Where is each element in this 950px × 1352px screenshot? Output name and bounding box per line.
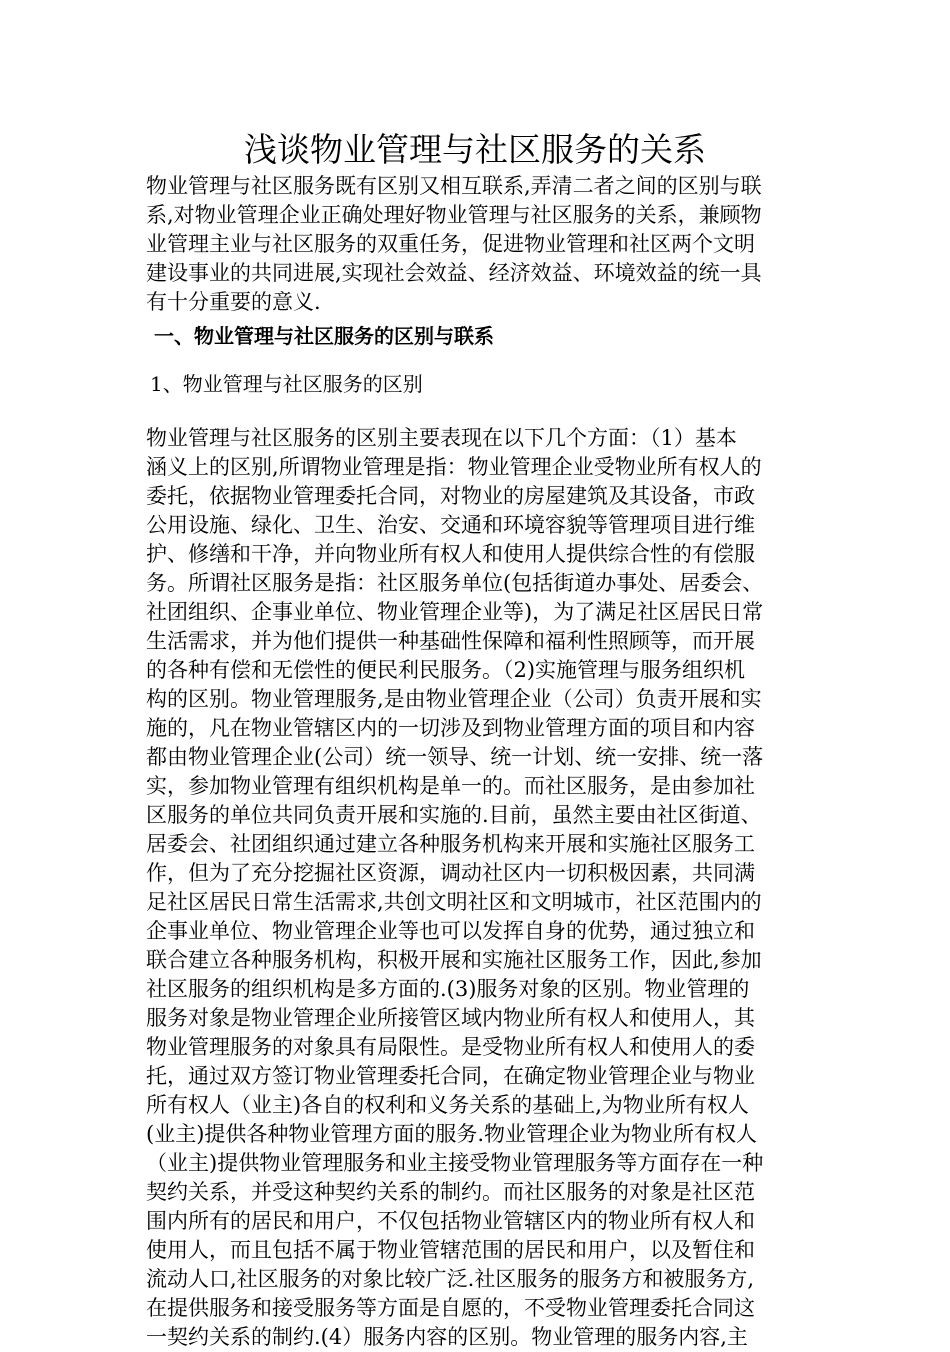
text-line: 区服务的单位共同负责开展和实施的.目前，虽然主要由社区街道、	[146, 803, 762, 827]
text-line: 实，参加物业管理有组织机构是单一的。而社区服务，是由参加社	[146, 774, 755, 798]
text-line: 公用设施、绿化、卫生、治安、交通和环境容貌等管理项目进行维	[146, 513, 755, 537]
text-line: （业主)提供物业管理服务和业主接受物业管理服务等方面存在一种	[146, 1151, 764, 1175]
text-line: 契约关系，并受这种契约关系的制约。而社区服务的对象是社区范	[146, 1180, 755, 1204]
text-line: 服务对象是物业管理企业所接管区域内物业所有权人和使用人，其	[146, 1006, 755, 1030]
intro-paragraph	[146, 172, 826, 317]
body-paragraph	[146, 424, 826, 1352]
text-line: 物业管理与社区服务的区别主要表现在以下几个方面：（1）基本	[146, 426, 737, 450]
text-line: 物业管理与社区服务既有区别又相互联系,弄清二者之间的区别与联	[146, 174, 762, 198]
text-line: 所有权人（业主)各自的权利和义务关系的基础上,为物业所有权人	[146, 1093, 749, 1117]
text-line: 流动人口,社区服务的对象比较广泛.社区服务的服务方和被服务方,	[146, 1267, 755, 1291]
text-line: 都由物业管理企业(公司）统一领导、统一计划、统一安排、统一落	[146, 745, 764, 769]
text-line: 围内所有的居民和用户，不仅包括物业管辖区内的物业所有权人和	[146, 1209, 755, 1233]
section-heading: 一、物业管理与社区服务的区别与联系	[154, 324, 494, 348]
text-line: 构的区别。物业管理服务,是由物业管理企业（公司）负责开展和实	[146, 687, 762, 711]
text-line: 托，通过双方签订物业管理委托合同，在确定物业管理企业与物业	[146, 1064, 755, 1088]
text-line: 建设事业的共同进展,实现社会效益、经济效益、环境效益的统一具	[146, 261, 762, 285]
text-line: 联合建立各种服务机构，积极开展和实施社区服务工作，因此,参加	[146, 948, 762, 972]
text-line: 社区服务的组织机构是多方面的.(3)服务对象的区别。物业管理的	[146, 977, 750, 1001]
text-line: 居委会、社团组织通过建立各种服务机构来开展和实施社区服务工	[146, 832, 755, 856]
text-line: 一契约关系的制约.(4）服务内容的区别。物业管理的服务内容,主	[146, 1325, 748, 1349]
text-line: 作，但为了充分挖掘社区资源，调动社区内一切积极因素，共同满	[146, 861, 755, 885]
text-line: 使用人，而且包括不属于物业管辖范围的居民和用户，以及暂住和	[146, 1238, 755, 1262]
text-line: 的各种有偿和无偿性的便民利民服务。（2)实施管理与服务组织机	[146, 658, 746, 682]
document-title: 浅谈物业管理与社区服务的关系	[244, 130, 706, 169]
text-line: 生活需求，并为他们提供一种基础性保障和福利性照顾等，而开展	[146, 629, 755, 653]
subsection-heading: 1、物业管理与社区服务的区别	[150, 372, 423, 396]
text-line: 系,对物业管理企业正确处理好物业管理与社区服务的关系，兼顾物	[146, 203, 762, 227]
text-line: 有十分重要的意义.	[146, 290, 321, 314]
text-line: 护、修缮和干净，并向物业所有权人和使用人提供综合性的有偿服	[146, 542, 755, 566]
text-line: 涵义上的区别,所谓物业管理是指：物业管理企业受物业所有权人的	[146, 455, 762, 479]
text-line: 施的，凡在物业管辖区内的一切涉及到物业管理方面的项目和内容	[146, 716, 755, 740]
text-line: 业管理主业与社区服务的双重任务，促进物业管理和社区两个文明	[146, 232, 755, 256]
text-line: 物业管理服务的对象具有局限性。是受物业所有权人和使用人的委	[146, 1035, 755, 1059]
text-line: 务。所谓社区服务是指：社区服务单位(包括街道办事处、居委会、	[146, 571, 764, 595]
text-line: 社团组织、企事业单位、物业管理企业等)，为了满足社区居民日常	[146, 600, 764, 624]
text-line: (业主)提供各种物业管理方面的服务.物业管理企业为物业所有权人	[146, 1122, 758, 1146]
text-line: 企事业单位、物业管理企业等也可以发挥自身的优势，通过独立和	[146, 919, 755, 943]
text-line: 在提供服务和接受服务等方面是自愿的，不受物业管理委托合同这	[146, 1296, 755, 1320]
text-line: 委托，依据物业管理委托合同，对物业的房屋建筑及其设备，市政	[146, 484, 755, 508]
text-line: 足社区居民日常生活需求,共创文明社区和文明城市，社区范围内的	[146, 890, 762, 914]
